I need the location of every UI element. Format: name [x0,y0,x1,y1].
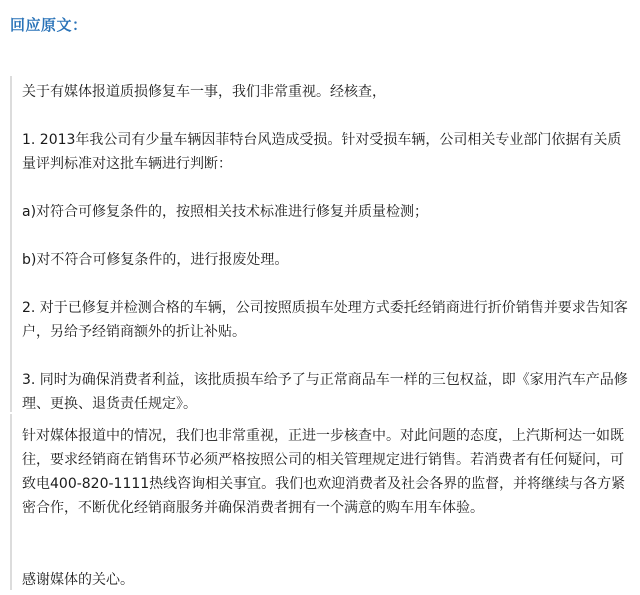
quote-item-1: 1. 2013年我公司有少量车辆因菲特台风造成受损。针对受损车辆，公司相关专业部门依据有关质量评判标准对这批车辆进行判断： [22,132,622,172]
quote-item-b: b)对不符合可修复条件的，进行报废处理。 [22,252,289,268]
closing-line: 感谢媒体的关心。 [22,572,134,588]
quote-intro: 关于有媒体报道质损修复车一事，我们非常重视。经核查， [22,84,386,100]
section-heading: 回应原文： [10,16,88,34]
response-body [10,414,630,590]
quote-item-a: a)对符合可修复条件的，按照相关技术标准进行修复并质量检测； [22,204,429,220]
quote-item-3: 3. 同时为确保消费者利益，该批质损车给予了与正常商品车一样的三包权益，即《家用汽车产品修理、更换、退货责任规定》。 [22,372,628,412]
quote-item-2: 2. 对于已修复并检测合格的车辆，公司按照质损车处理方式委托经销商进行折价销售并要求告知客户，另给予经销商额外的折让补贴。 [22,300,628,340]
body-paragraph: 针对媒体报道中的情况，我们也非常重视，正进一步核查中。对此问题的态度，上汽斯柯达一如既往，要求经销商在销售环节必须严格按照公司的相关管理规定进行销售。若消费者有任何疑问，可致电400-820-1111热线咨询相关事宜。我们也欢迎消费者及社会各界的监督，并将继续与各方紧密合作，不断优化经销商服务并确保消费者拥有一个满意的购车用车体验。 [22,428,626,516]
quoted-statement [10,76,630,412]
